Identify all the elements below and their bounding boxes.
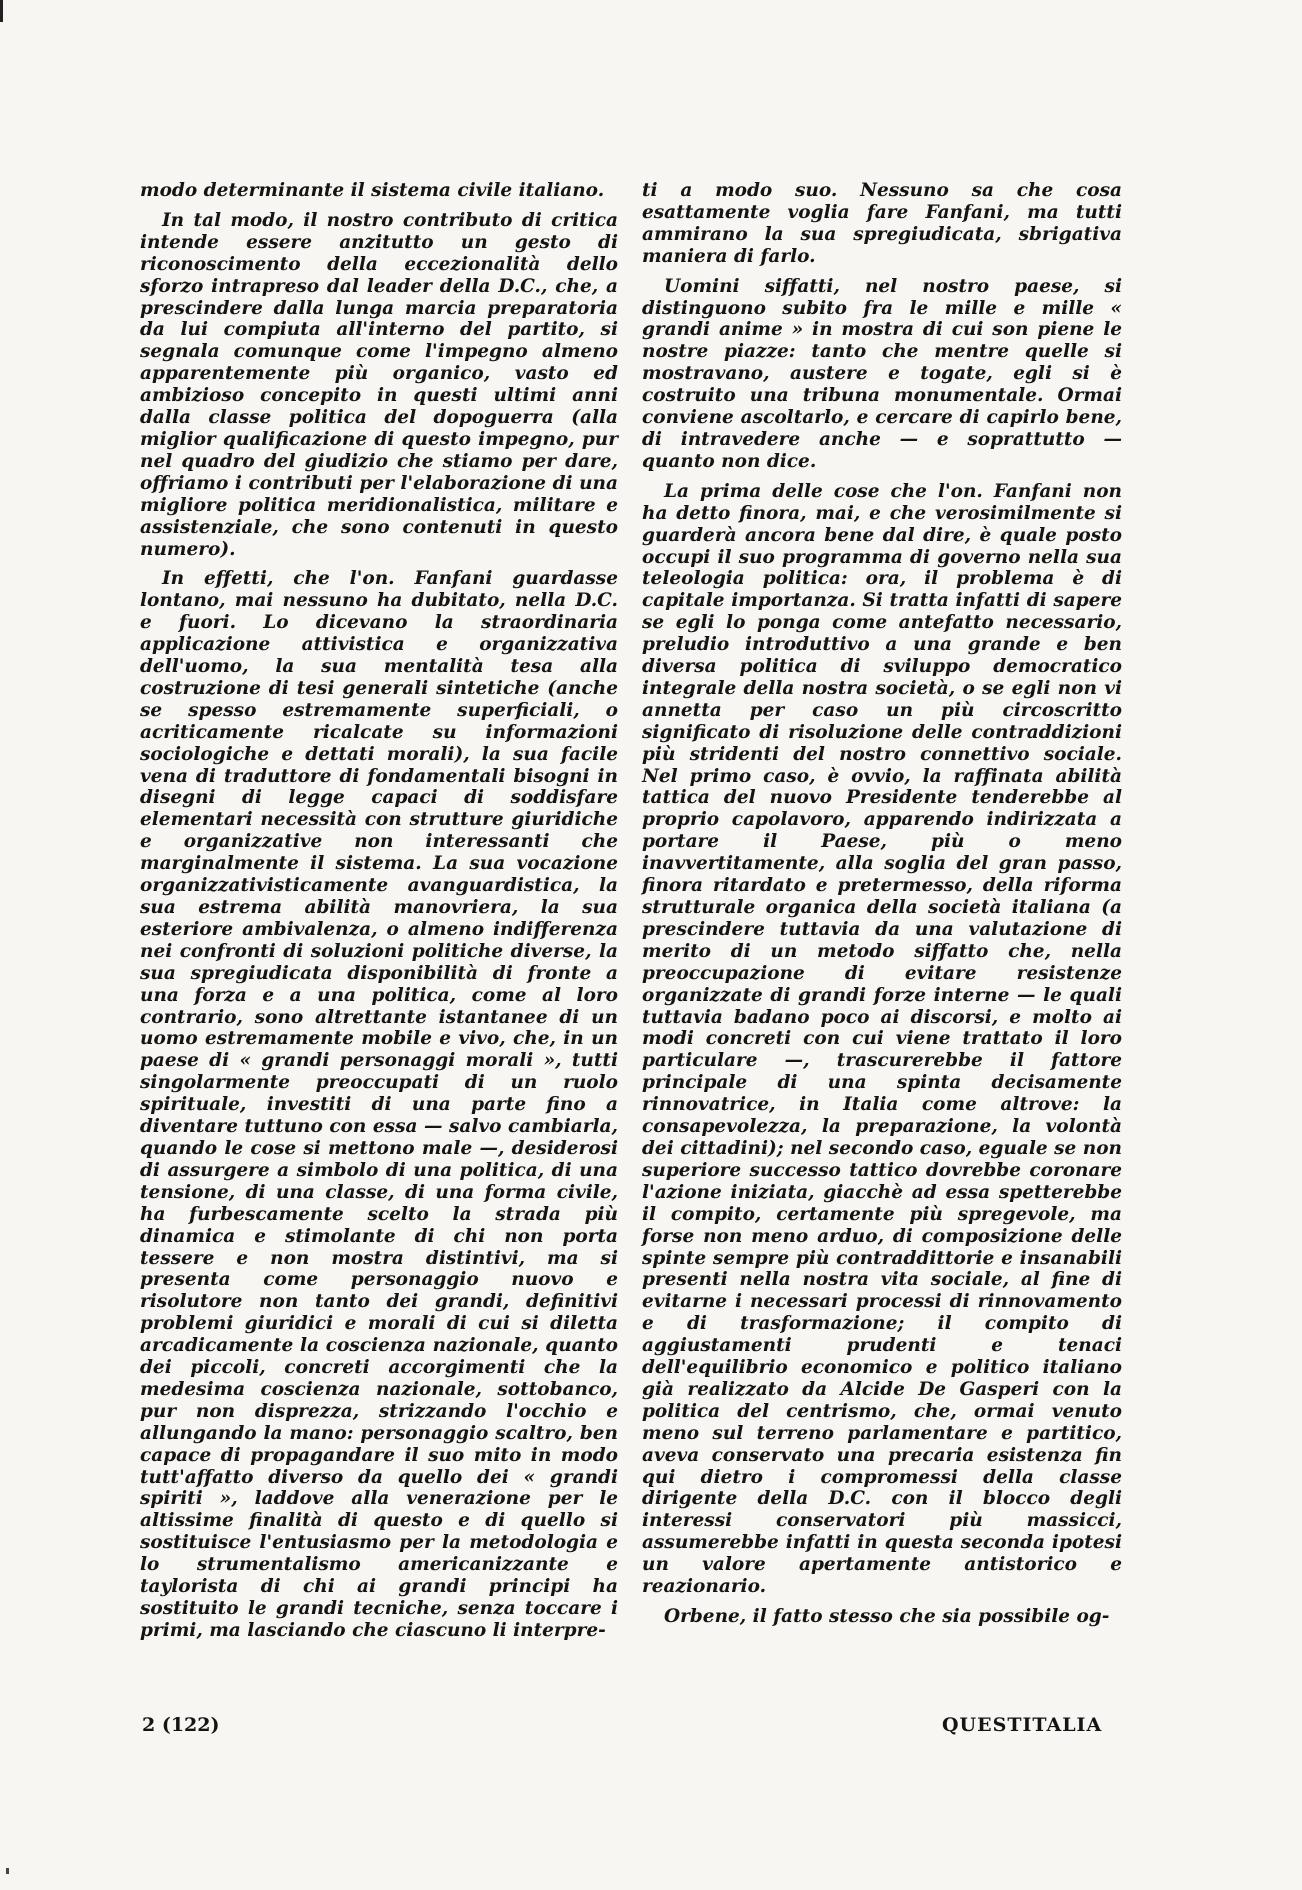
right-text-column bbox=[642, 180, 1122, 1628]
scan-edge-mark bbox=[0, 0, 3, 22]
journal-title: QUESTITALIA bbox=[942, 1714, 1103, 1736]
page-number: 2 (122) bbox=[142, 1714, 220, 1736]
paragraph: In tal modo, il nostro contributo di critica intende essere anzitutto un gesto di riconoscimento della eccezionalità dello sforzo intrapreso dal leader della D.C., che, a prescindere dalla lunga marcia preparatoria da lui compiuta all'interno del partito, si segnala comunque come l'impegno almeno apparentemente più organico, vasto ed ambizioso concepito in questi ultimi anni dalla classe politica del dopoguerra (alla miglior qualificazione di questo impegno, pur nel quadro del giudizio che stiamo per dare, offriamo i contributi per l'elaborazione di una migliore politica meridionalistica, militare e assistenziale, che sono contenuti in questo numero). bbox=[140, 209, 618, 560]
scan-edge-mark bbox=[6, 1868, 9, 1874]
left-text-column bbox=[140, 180, 618, 1642]
paragraph: In effetti, che l'on. Fanfani guardasse lontano, mai nessuno ha dubitato, nella D.C. e fuori. Lo dicevano la straordinaria applicazione attivistica e organizzativa dell'uomo, la sua mentalità tesa alla costruzione di tesi generali sintetiche (anche se spesso estremamente superficiali, o acriticamente ricalcate su informazioni sociologiche e dettati morali), la sua facile vena di traduttore di fondamentali bisogni in disegni di legge capaci di soddisfare elementari necessità con strutture giuridiche e organizzative non interessanti che marginalmente il sistema. La sua vocazione organizzativisticamente avanguardistica, la sua estrema abilità manovriera, la sua esteriore ambivalenza, o almeno indifferenza nei confronti di soluzioni politiche diverse, la sua spregiudicata disponibilità di fronte a una forza e a una politica, come al loro contrario, sono altrettante istantanee di un uomo estremamente mobile e vivo, che, in un paese di « grandi personaggi morali », tutti singolarmente preoccupati di un ruolo spirituale, investiti di una parte fino a diventare tuttuno con essa — salvo cambiarla, quando le cose si mettono male —, desiderosi di assurgere a simbolo di una politica, di una tensione, di una classe, di una forma civile, ha furbescamente scelto la strada più dinamica e stimolante di chi non porta tessere e non mostra distintivi, ma si presenta come personaggio nuovo e risolutore non tanto dei grandi, definitivi problemi giuridici e morali di cui si diletta arcadicamente la coscienza nazionale, quanto dei piccoli, concreti accorgimenti che la medesima coscienza nazionale, sottobanco, pur non disprezza, strizzando l'occhio e allungando la mano: personaggio scaltro, ben capace di propagandare il suo mito in modo tutt'affatto diverso da quello dei « grandi spiriti », laddove alla venerazione per le altissime finalità di questo e di quello si sostituisce l'entusiasmo per la metodologia e lo strumentalismo americanizzante e taylorista di chi ai grandi principi ha sostituito le grandi tecniche, senza toccare i primi, ma lasciando che ciascuno li interpre- bbox=[140, 568, 618, 1641]
paragraph: Uomini siffatti, nel nostro paese, si distinguono subito fra le mille e mille « grandi anime » in mostra di cui son piene le nostre piazze: tanto che mentre quelle si mostravano, austere e togate, egli si è costruito una tribuna monumentale. Ormai conviene ascoltarlo, e cercare di capirlo bene, di intravedere anche — e soprattutto — quanto non dice. bbox=[642, 275, 1122, 472]
paragraph: ti a modo suo. Nessuno sa che cosa esattamente voglia fare Fanfani, ma tutti ammirano la sua spregiudicata, sbrigativa maniera di farlo. bbox=[642, 180, 1122, 267]
paragraph: Orbene, il fatto stesso che sia possibile og- bbox=[664, 1606, 1110, 1627]
paragraph: La prima delle cose che l'on. Fanfani non ha detto finora, mai, e che verosimilmente si guarderà ancora bene dal dire, è quale posto occupi il suo programma di governo nella sua teleologia politica: ora, il problema è di capitale importanza. Si tratta infatti di sapere se egli lo ponga come antefatto necessario, preludio introduttivo a una grande e ben diversa politica di sviluppo democratico integrale della nostra società, o se egli non vi annetta per caso un più circoscritto significato di risoluzione delle contraddizioni più stridenti del nostro connettivo sociale. Nel primo caso, è ovvio, la raffinata abilità tattica del nuovo Presidente tenderebbe al proprio capolavoro, apparendo indirizzata a portare il Paese, più o meno inavvertitamente, alla soglia del gran passo, finora ritardato e pretermesso, della riforma strutturale organica della società italiana (a prescindere tuttavia da una valutazione di merito di un metodo siffatto che, nella preoccupazione di evitare resistenze organizzate di grandi forze interne — le quali tuttavia badano poco ai discorsi, e molto ai modi concreti con cui viene trattato il loro particulare —, trascurerebbe il fattore principale di una spinta decisamente rinnovatrice, in Italia come altrove: la consapevolezza, la preparazione, la volontà dei cittadini); nel secondo caso, eguale se non superiore successo tattico dovrebbe coronare l'azione iniziata, giacchè ad essa spetterebbe il compito, certamente più spregevole, ma forse non meno arduo, di composizione delle spinte sempre più contraddittorie e insanabili presenti nella nostra vita sociale, al fine di evitarne i necessari processi di rinnovamento e di trasformazione; il compito di aggiustamenti prudenti e tenaci dell'equilibrio economico e politico italiano già realizzato da Alcide De Gasperi con la politica del centrismo, che, ormai venuto meno sul terreno parlamentare e partitico, aveva conservato una precaria esistenza fin qui dietro i compromessi della classe dirigente della D.C. con il blocco degli interessi conservatori più massicci, assumerebbe infatti in questa seconda ipotesi un valore apertamente antistorico e reazionario. bbox=[642, 480, 1122, 1598]
paragraph: modo determinante il sistema civile italiano. bbox=[140, 180, 605, 201]
